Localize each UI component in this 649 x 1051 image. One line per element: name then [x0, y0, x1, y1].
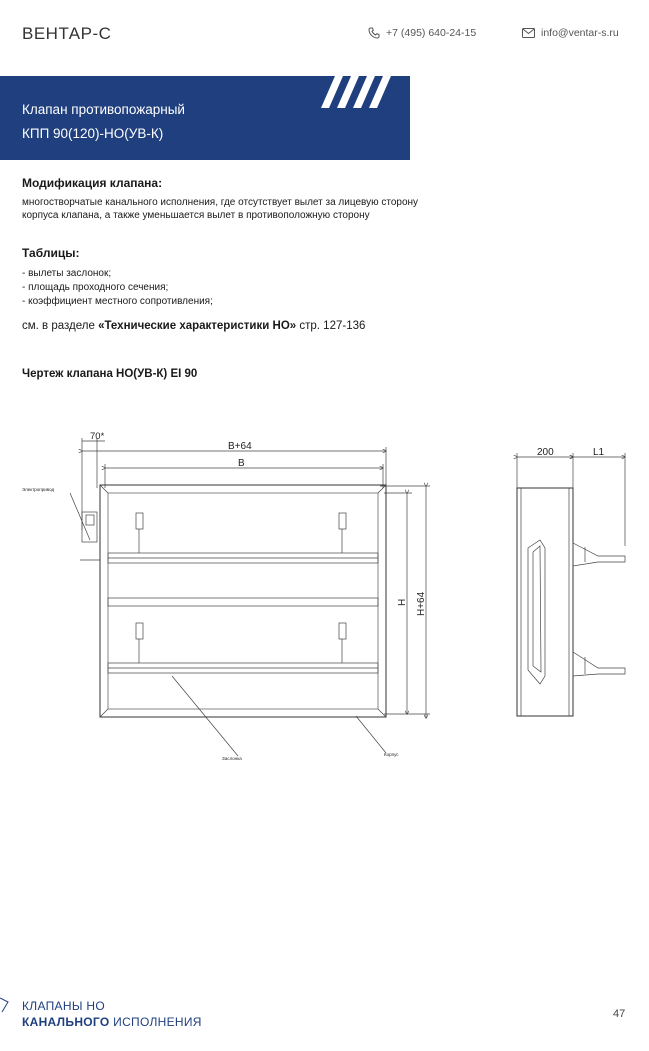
footer-subcategory-rest: ИСПОЛНЕНИЯ — [113, 1015, 202, 1029]
list-item: - коэффициент местного сопротивления; — [22, 296, 213, 307]
logo-mark-icon — [0, 996, 10, 1014]
dimension-h-label: H — [397, 598, 408, 606]
footer-category: КЛАПАНЫ НО — [22, 999, 105, 1013]
dimension-l1-label: L1 — [593, 447, 605, 458]
envelope-icon — [522, 28, 535, 38]
banner-title — [22, 98, 185, 146]
list-item: - вылеты заслонок; — [22, 268, 112, 279]
stripes-decoration — [318, 76, 410, 160]
tables-list — [22, 267, 213, 309]
brand-name: ВЕНТАР-С — [22, 24, 112, 43]
dimension-200-label: 200 — [537, 447, 554, 458]
email-contact[interactable] — [522, 27, 619, 39]
phone-contact[interactable] — [368, 27, 476, 39]
see-also-text — [22, 320, 365, 332]
tables-heading: Таблицы: — [22, 246, 80, 260]
dimension-h64-label: H+64 — [416, 591, 427, 616]
email-address: info@ventar-s.ru — [541, 27, 619, 39]
see-also-suffix: стр. 127-136 — [299, 320, 366, 332]
damper-label: Заслонка — [222, 756, 242, 761]
see-also-prefix: см. в разделе — [22, 320, 95, 332]
page-number: 47 — [613, 1008, 626, 1020]
drawing-title: Чертеж клапана НО(УВ-К) EI 90 — [22, 368, 198, 380]
technical-drawing — [0, 420, 649, 770]
title-banner — [0, 76, 410, 160]
see-also-link[interactable]: «Технические характеристики НО» — [98, 320, 297, 332]
banner-title-line2: КПП 90(120)-НО(УВ-К) — [22, 126, 164, 141]
dimension-70-label: 70* — [90, 431, 105, 442]
modification-text: многостворчатые канального исполнения, где отсутствует вылет за лицевую сторону корпуса клапана, а также уменьшается вылет в противоположную сторону — [22, 197, 419, 221]
dimension-b64-label: B+64 — [228, 441, 252, 452]
footer-subcategory — [22, 1015, 202, 1029]
actuator-label: Электропривод — [22, 487, 55, 492]
footer-subcategory-bold: КАНАЛЬНОГО — [22, 1015, 110, 1029]
dimension-b-label: B — [238, 458, 245, 469]
phone-icon — [368, 27, 380, 39]
housing-label: Корпус — [384, 752, 399, 757]
modification-heading: Модификация клапана: — [22, 176, 163, 190]
phone-number: +7 (495) 640-24-15 — [386, 27, 477, 39]
list-item: - площадь проходного сечения; — [22, 282, 169, 293]
banner-title-line1: Клапан противопожарный — [22, 102, 185, 117]
